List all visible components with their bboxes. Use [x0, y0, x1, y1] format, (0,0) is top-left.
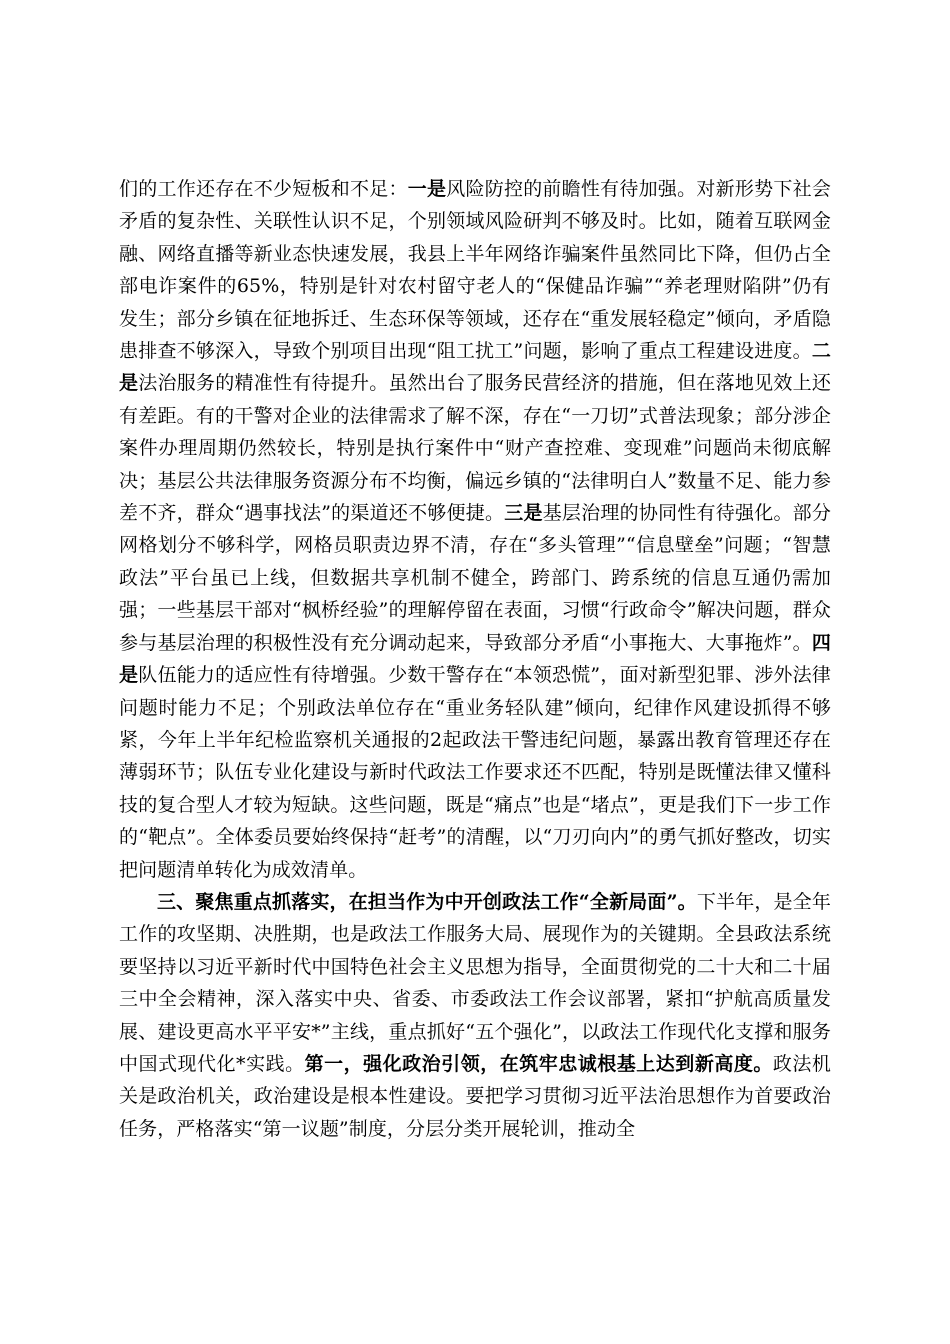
paragraph-text: 基层治理的协同性有待强化。部分网格划分不够科学，网格员职责边界不清，存在“多头管理”“信息壁垒”问题；“智慧政法”平台虽已上线，但数据共享机制不健全，跨部门、跨系统的信息互通仍需加强；一些基层干部对“枫桥经验”的理解停留在表面，习惯“行政命令”解决问题，群众参与基层治理的积极性没有充分调动起来，导致部分矛盾“小事拖大、大事拖炸”。 [119, 502, 832, 654]
paragraph-text: 下半年，是全年工作的攻坚期、决胜期，也是政法工作服务大局、展现作为的关键期。全县政法系统要坚持以习近平新时代中国特色社会主义思想为指导，全面贯彻党的二十大和二十届三中全会精神，深入落实中央、省委、市委政法工作会议部署，紧扣“护航高质量发展、建设更高水平平安*”主线，重点抓好“五个强化”，以政法工作现代化支撑和服务中国式现代化*实践。 [119, 890, 831, 1075]
point-marker-second: 二是 [119, 340, 831, 395]
point-marker-third: 三是 [504, 502, 543, 525]
document-page [119, 173, 831, 1145]
body-paragraph-problems [119, 173, 831, 886]
paragraph-text: 风险防控的前瞻性有待加强。对新形势下社会矛盾的复杂性、关联性认识不足，个别领域风险研判不够及时。比如，随着互联网金融、网络直播等新业态快速发展，我县上半年网络诈骗案件虽然同比下降，但仍占全部电诈案件的65%，特别是针对农村留守老人的“保健品诈骗”“养老理财陷阱”仍有发生；部分乡镇在征地拆迁、生态环保等领域，还存在“重发展轻稳定”倾向，矛盾隐患排查不够深入，导致个别项目出现“阻工扰工”问题，影响了重点工程建设进度。 [119, 178, 831, 363]
point-marker-first: 一是 [407, 178, 447, 200]
subsection-heading-first: 第一，强化政治引领，在筑牢忠诚根基上达到新高度。 [304, 1052, 773, 1075]
paragraph-text: 政法机关是政治机关，政治建设是根本性建设。要把学习贯彻习近平法治思想作为首要政治任务，严格落实“第一议题”制度，分层分类开展轮训，推动全 [119, 1052, 831, 1140]
point-marker-fourth: 四是 [119, 631, 831, 687]
paragraph-text: 队伍能力的适应性有待增强。少数干警存在“本领恐慌”，面对新型犯罪、涉外法律问题时能力不足；个别政法单位存在“重业务轻队建”倾向，纪律作风建设抓得不够紧，今年上半年纪检监察机关通报的2起政法干警违纪问题，暴露出教育管理还存在薄弱环节；队伍专业化建设与新时代政法工作要求还不匹配，特别是既懂法律又懂科技的复合型人才较为短缺。这些问题，既是“痛点”也是“堵点”，更是我们下一步工作的“靶点”。全体委员要始终保持“赶考”的清醒，以“刀刃向内”的勇气抓好整改，切实把问题清单转化为成效清单。 [119, 664, 831, 881]
paragraph-text: 们的工作还存在不少短板和不足： [119, 178, 408, 200]
paragraph-text: 法治服务的精准性有待提升。虽然出台了服务民营经济的措施，但在落地见效上还有差距。有的干警对企业的法律需求了解不深，存在“一刀切”式普法现象；部分涉企案件办理周期仍然较长，特别是执行案件中“财产查控难、变现难”问题尚未彻底解决；基层公共法律服务资源分布不均衡，偏远乡镇的“法律明白人”数量不足、能力参差不齐，群众“遇事找法”的渠道还不够便捷。 [119, 372, 831, 525]
body-paragraph-section-three [119, 886, 831, 1145]
section-heading: 三、聚焦重点抓落实，在担当作为中开创政法工作“全新局面”。 [157, 890, 697, 913]
